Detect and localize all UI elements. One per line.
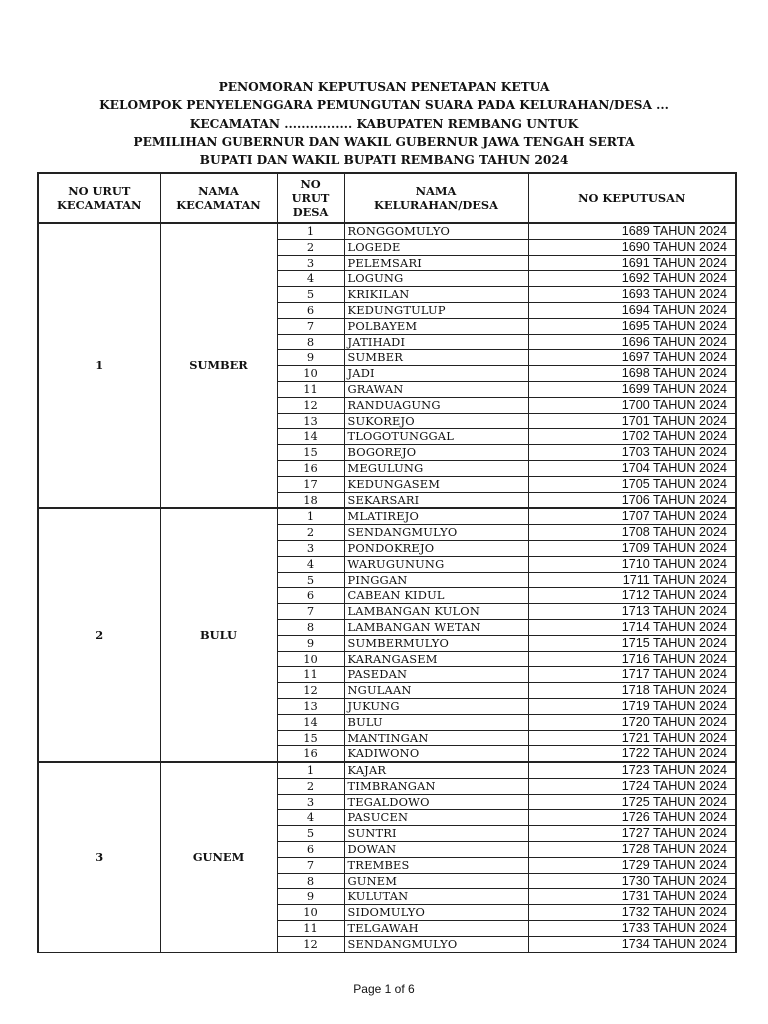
desa-name: GRAWAN — [344, 381, 528, 397]
title-line: PENOMORAN KEPUTUSAN PENETAPAN KETUA — [218, 80, 550, 94]
decision-number: 1721 TAHUN 2024 — [528, 730, 736, 746]
desa-number: 5 — [277, 572, 344, 588]
title-line: KELOMPOK PENYELENGGARA PEMUNGUTAN SUARA PADA KELURAHAN/DESA ... — [99, 98, 669, 113]
desa-name: TLOGOTUNGGAL — [344, 429, 528, 445]
decision-number: 1695 TAHUN 2024 — [528, 318, 736, 334]
desa-name: SENDANGMULYO — [344, 936, 528, 952]
decision-number: 1697 TAHUN 2024 — [528, 350, 736, 366]
desa-number: 14 — [277, 714, 344, 730]
desa-name: PELEMSARI — [344, 255, 528, 271]
desa-number: 11 — [277, 921, 344, 937]
desa-number: 8 — [277, 619, 344, 635]
decision-number: 1719 TAHUN 2024 — [528, 698, 736, 714]
desa-number: 3 — [277, 255, 344, 271]
decision-number: 1733 TAHUN 2024 — [528, 921, 736, 937]
desa-number: 16 — [277, 746, 344, 762]
decision-number: 1694 TAHUN 2024 — [528, 302, 736, 318]
decision-number: 1716 TAHUN 2024 — [528, 651, 736, 667]
decision-number: 1715 TAHUN 2024 — [528, 635, 736, 651]
table-row — [38, 223, 736, 239]
desa-name: MEGULUNG — [344, 460, 528, 476]
desa-name: SEKARSARI — [344, 492, 528, 508]
desa-number: 9 — [277, 889, 344, 905]
desa-number: 17 — [277, 476, 344, 492]
decision-number: 1732 TAHUN 2024 — [528, 905, 736, 921]
decision-number: 1691 TAHUN 2024 — [528, 255, 736, 271]
decision-table — [37, 172, 737, 953]
table-row — [38, 508, 736, 524]
desa-number: 6 — [277, 842, 344, 858]
decision-number: 1707 TAHUN 2024 — [528, 508, 736, 524]
desa-name: TREMBES — [344, 857, 528, 873]
kecamatan-number: 2 — [38, 508, 160, 762]
desa-name: SENDANGMULYO — [344, 525, 528, 541]
desa-number: 9 — [277, 350, 344, 366]
desa-number: 4 — [277, 810, 344, 826]
desa-number: 7 — [277, 604, 344, 620]
decision-number: 1712 TAHUN 2024 — [528, 588, 736, 604]
title-line: BUPATI DAN WAKIL BUPATI REMBANG TAHUN 2024 — [199, 153, 569, 168]
desa-name: RONGGOMULYO — [344, 223, 528, 239]
desa-name: PONDOKREJO — [344, 540, 528, 556]
decision-number: 1723 TAHUN 2024 — [528, 762, 736, 778]
decision-number: 1699 TAHUN 2024 — [528, 381, 736, 397]
desa-name: LAMBANGAN WETAN — [344, 619, 528, 635]
decision-number: 1704 TAHUN 2024 — [528, 460, 736, 476]
desa-number: 5 — [277, 826, 344, 842]
desa-name: KEDUNGTULUP — [344, 302, 528, 318]
desa-name: CABEAN KIDUL — [344, 588, 528, 604]
header-no-desa: NO URUT DESA — [277, 173, 344, 223]
desa-number: 12 — [277, 397, 344, 413]
decision-number: 1717 TAHUN 2024 — [528, 667, 736, 683]
decision-number: 1710 TAHUN 2024 — [528, 556, 736, 572]
decision-number: 1709 TAHUN 2024 — [528, 540, 736, 556]
desa-name: BOGOREJO — [344, 445, 528, 461]
title-line: PEMILIHAN GUBERNUR DAN WAKIL GUBERNUR JAWA TENGAH SERTA — [133, 134, 635, 149]
desa-name: LOGEDE — [344, 239, 528, 255]
decision-number: 1722 TAHUN 2024 — [528, 746, 736, 762]
desa-name: KADIWONO — [344, 746, 528, 762]
decision-number: 1708 TAHUN 2024 — [528, 525, 736, 541]
decision-number: 1692 TAHUN 2024 — [528, 271, 736, 287]
desa-name: SUKOREJO — [344, 413, 528, 429]
desa-name: KRIKILAN — [344, 287, 528, 303]
decision-number: 1690 TAHUN 2024 — [528, 239, 736, 255]
header-nama-kecamatan: NAMA KECAMATAN — [160, 173, 277, 223]
desa-number: 16 — [277, 460, 344, 476]
decision-number: 1700 TAHUN 2024 — [528, 397, 736, 413]
kecamatan-number: 1 — [38, 223, 160, 508]
desa-name: LAMBANGAN KULON — [344, 604, 528, 620]
decision-number: 1693 TAHUN 2024 — [528, 287, 736, 303]
decision-number: 1728 TAHUN 2024 — [528, 842, 736, 858]
desa-name: JATIHADI — [344, 334, 528, 350]
desa-name: GUNEM — [344, 873, 528, 889]
decision-number: 1725 TAHUN 2024 — [528, 794, 736, 810]
desa-number: 3 — [277, 794, 344, 810]
decision-number: 1727 TAHUN 2024 — [528, 826, 736, 842]
kecamatan-name: SUMBER — [160, 223, 277, 508]
desa-number: 12 — [277, 936, 344, 952]
desa-name: KARANGASEM — [344, 651, 528, 667]
decision-number: 1731 TAHUN 2024 — [528, 889, 736, 905]
desa-name: KULUTAN — [344, 889, 528, 905]
desa-number: 8 — [277, 873, 344, 889]
decision-number: 1726 TAHUN 2024 — [528, 810, 736, 826]
desa-number: 6 — [277, 302, 344, 318]
header-no-kecamatan: NO URUT KECAMATAN — [38, 173, 160, 223]
table-body — [38, 223, 736, 952]
desa-number: 2 — [277, 525, 344, 541]
kecamatan-name: GUNEM — [160, 762, 277, 952]
document-title — [0, 78, 768, 169]
desa-number: 15 — [277, 730, 344, 746]
desa-name: MANTINGAN — [344, 730, 528, 746]
desa-number: 6 — [277, 588, 344, 604]
desa-number: 13 — [277, 413, 344, 429]
desa-number: 2 — [277, 778, 344, 794]
desa-number: 1 — [277, 762, 344, 778]
desa-number: 12 — [277, 683, 344, 699]
desa-name: TELGAWAH — [344, 921, 528, 937]
desa-name: SUMBER — [344, 350, 528, 366]
desa-name: PINGGAN — [344, 572, 528, 588]
desa-number: 4 — [277, 271, 344, 287]
desa-number: 7 — [277, 318, 344, 334]
decision-number: 1698 TAHUN 2024 — [528, 366, 736, 382]
desa-name: RANDUAGUNG — [344, 397, 528, 413]
desa-name: TIMBRANGAN — [344, 778, 528, 794]
decision-number: 1703 TAHUN 2024 — [528, 445, 736, 461]
desa-name: SUNTRI — [344, 826, 528, 842]
decision-number: 1689 TAHUN 2024 — [528, 223, 736, 239]
desa-number: 18 — [277, 492, 344, 508]
desa-number: 4 — [277, 556, 344, 572]
desa-name: KEDUNGASEM — [344, 476, 528, 492]
decision-number: 1696 TAHUN 2024 — [528, 334, 736, 350]
decision-number: 1701 TAHUN 2024 — [528, 413, 736, 429]
desa-number: 11 — [277, 381, 344, 397]
desa-name: MLATIREJO — [344, 508, 528, 524]
decision-number: 1714 TAHUN 2024 — [528, 619, 736, 635]
table-header-row — [38, 173, 736, 223]
desa-name: TEGALDOWO — [344, 794, 528, 810]
desa-name: PASUCEN — [344, 810, 528, 826]
decision-number: 1724 TAHUN 2024 — [528, 778, 736, 794]
kecamatan-number: 3 — [38, 762, 160, 952]
decision-number: 1734 TAHUN 2024 — [528, 936, 736, 952]
desa-name: SIDOMULYO — [344, 905, 528, 921]
desa-name: LOGUNG — [344, 271, 528, 287]
decision-number: 1702 TAHUN 2024 — [528, 429, 736, 445]
desa-name: NGULAAN — [344, 683, 528, 699]
header-nama-desa: NAMA KELURAHAN/DESA — [344, 173, 528, 223]
desa-number: 9 — [277, 635, 344, 651]
desa-number: 13 — [277, 698, 344, 714]
desa-number: 10 — [277, 651, 344, 667]
desa-name: BULU — [344, 714, 528, 730]
desa-name: DOWAN — [344, 842, 528, 858]
desa-number: 1 — [277, 508, 344, 524]
desa-name: JADI — [344, 366, 528, 382]
decision-number: 1718 TAHUN 2024 — [528, 683, 736, 699]
desa-number: 1 — [277, 223, 344, 239]
title-line: KECAMATAN ................ KABUPATEN REMBANG UNTUK — [189, 116, 579, 131]
desa-number: 10 — [277, 905, 344, 921]
page-number: Page 1 of 6 — [353, 982, 415, 996]
decision-number: 1729 TAHUN 2024 — [528, 857, 736, 873]
desa-number: 7 — [277, 857, 344, 873]
desa-number: 15 — [277, 445, 344, 461]
desa-number: 8 — [277, 334, 344, 350]
desa-number: 2 — [277, 239, 344, 255]
desa-name: JUKUNG — [344, 698, 528, 714]
kecamatan-name: BULU — [160, 508, 277, 762]
desa-name: KAJAR — [344, 762, 528, 778]
decision-number: 1720 TAHUN 2024 — [528, 714, 736, 730]
decision-number: 1706 TAHUN 2024 — [528, 492, 736, 508]
desa-number: 14 — [277, 429, 344, 445]
table-row — [38, 762, 736, 778]
desa-name: PASEDAN — [344, 667, 528, 683]
desa-number: 5 — [277, 287, 344, 303]
desa-number: 3 — [277, 540, 344, 556]
desa-number: 10 — [277, 366, 344, 382]
desa-name: WARUGUNUNG — [344, 556, 528, 572]
decision-number: 1705 TAHUN 2024 — [528, 476, 736, 492]
desa-number: 11 — [277, 667, 344, 683]
desa-name: SUMBERMULYO — [344, 635, 528, 651]
decision-number: 1711 TAHUN 2024 — [528, 572, 736, 588]
decision-number: 1713 TAHUN 2024 — [528, 604, 736, 620]
header-no-keputusan: NO KEPUTUSAN — [528, 173, 736, 223]
decision-number: 1730 TAHUN 2024 — [528, 873, 736, 889]
desa-name: POLBAYEM — [344, 318, 528, 334]
